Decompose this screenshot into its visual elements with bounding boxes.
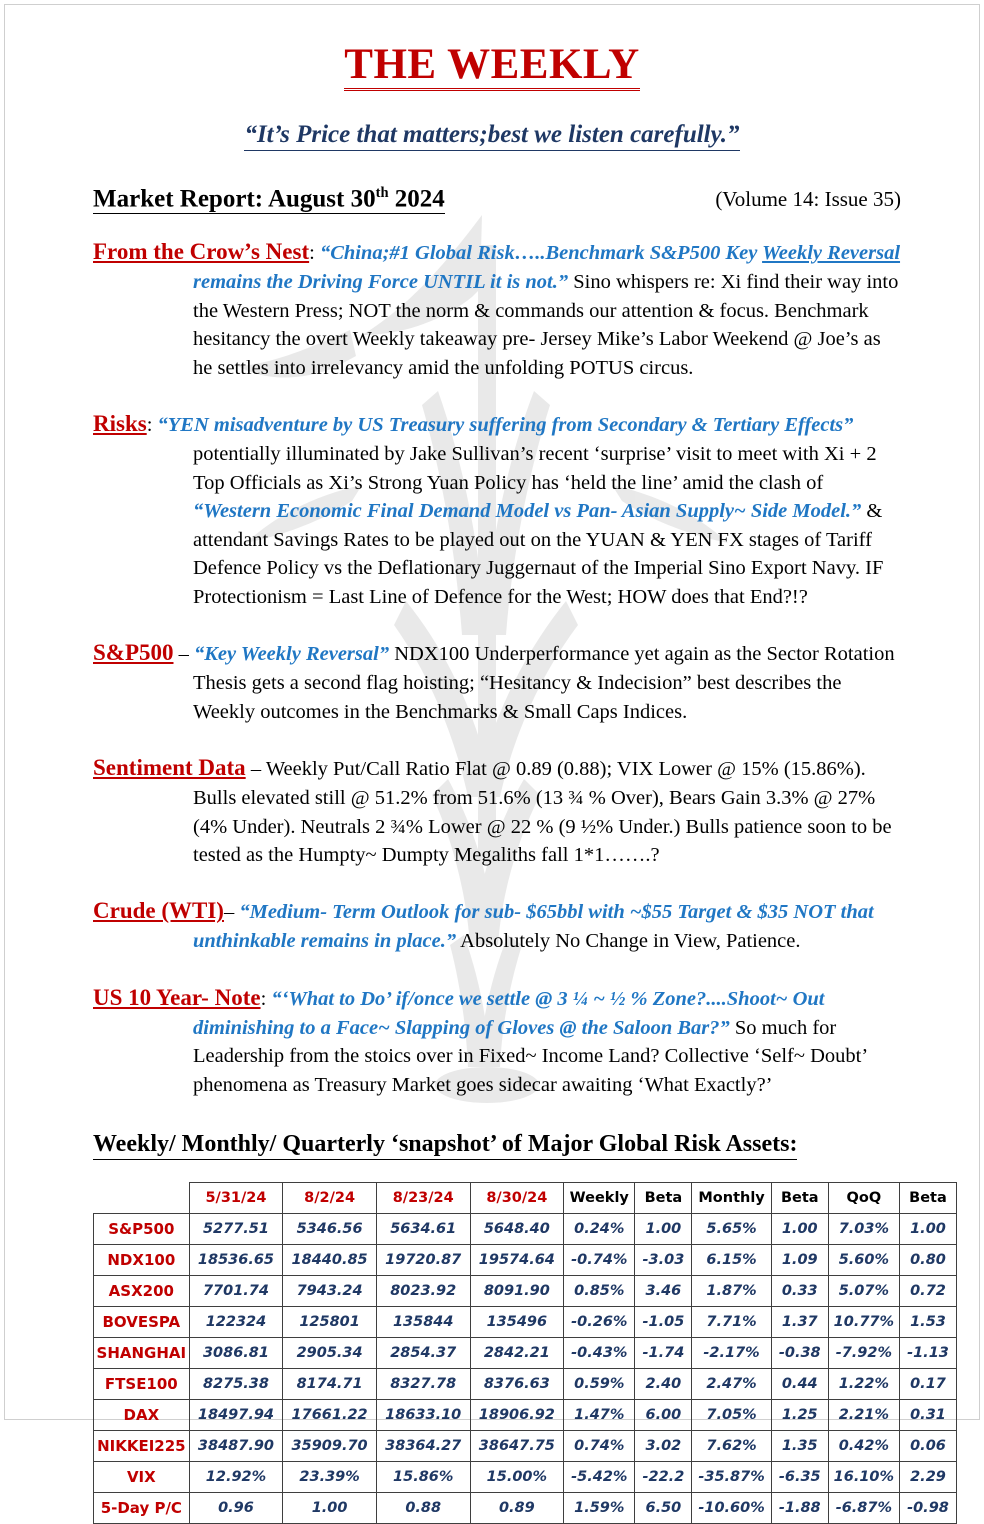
cell-beta: 1.35 [771, 1431, 828, 1462]
section-heading-us10y: US 10 Year- Note [93, 984, 261, 1010]
cell-8-30-24: 0.89 [470, 1493, 564, 1524]
cell-monthly: 6.15% [692, 1245, 771, 1276]
cell-8-23-24: 5634.61 [376, 1214, 470, 1245]
cell-beta: -3.03 [635, 1245, 692, 1276]
cell-monthly: -35.87% [692, 1462, 771, 1493]
row-label-dax: DAX [94, 1400, 190, 1431]
risk-assets-table [93, 1182, 957, 1524]
section-quote-crows-nest: “China;#1 Global Risk…..Benchmark S&P500 Key [319, 242, 763, 265]
table-row [94, 1431, 957, 1462]
cell-monthly: 7.71% [692, 1307, 771, 1338]
cell-8-23-24: 0.88 [376, 1493, 470, 1524]
table-body [94, 1214, 957, 1524]
section-crows-nest [93, 236, 901, 382]
cell-8-23-24: 15.86% [376, 1462, 470, 1493]
section-quote-crude: “Medium- Term Outlook for sub- $65bbl with ~$55 Target & $35 NOT that unthinkable remains in place.” [193, 901, 874, 953]
table-row [94, 1493, 957, 1524]
table-row [94, 1338, 957, 1369]
cell-5-31-24: 18497.94 [189, 1400, 283, 1431]
cell-8-30-24: 135496 [470, 1307, 564, 1338]
cell-8-30-24: 38647.75 [470, 1431, 564, 1462]
cell-8-23-24: 18633.10 [376, 1400, 470, 1431]
cell-beta: 0.33 [771, 1276, 828, 1307]
cell-qoq: -7.92% [828, 1338, 899, 1369]
section-quote-risks: “YEN misadventure by US Treasury suffering from Secondary & Tertiary Effects” [157, 414, 854, 437]
cell-beta: 2.29 [899, 1462, 956, 1493]
table-col-header-beta: Beta [771, 1183, 828, 1214]
cell-qoq: 5.60% [828, 1245, 899, 1276]
row-label-asx200: ASX200 [94, 1276, 190, 1307]
section-sentiment-data [93, 752, 901, 869]
section-body-crows-nest: Sino whispers re: Xi find their way into the Western Press; NOT the norm & commands our attention & focus. Benchmark hesitancy the overt Weekly takeaway pre- Jersey Mike’s Labor Weekend @ Joe’s as he settles into irrelevancy amid the unfolding POTUS circus. [193, 271, 899, 379]
section-body2-risks: & attendant Savings Rates to be played out on the YUAN & YEN FX stages of Tariff Defence Policy vs the Deflationary Juggernaut of the Imperial Sino Export Navy. IF Protectionism = Last Line of Defence for the West; HOW does that End?!? [193, 500, 884, 608]
cell-beta: 0.06 [899, 1431, 956, 1462]
cell-weekly: 0.59% [564, 1369, 635, 1400]
cell-qoq: -6.87% [828, 1493, 899, 1524]
row-label-bovespa: BOVESPA [94, 1307, 190, 1338]
cell-beta: -1.13 [899, 1338, 956, 1369]
cell-beta: 2.40 [635, 1369, 692, 1400]
section-heading-suffix-risks: : [146, 414, 158, 437]
document-page [4, 4, 980, 1518]
section-body-crude: Absolutely No Change in View, Patience. [456, 930, 801, 953]
report-title [93, 185, 445, 214]
table-title: Weekly/ Monthly/ Quarterly ‘snapshot’ of Major Global Risk Assets: [93, 1131, 797, 1160]
cell-8-23-24: 19720.87 [376, 1245, 470, 1276]
cell-beta: 0.44 [771, 1369, 828, 1400]
row-label-ndx100: NDX100 [94, 1245, 190, 1276]
table-col-header-8-30-24: 8/30/24 [470, 1183, 564, 1214]
cell-8-23-24: 8023.92 [376, 1276, 470, 1307]
section-quote-tail: remains the Driving Force UNTIL it is not.” [193, 271, 569, 294]
cell-beta: -0.98 [899, 1493, 956, 1524]
cell-qoq: 0.42% [828, 1431, 899, 1462]
section-us-10-year-note [93, 982, 901, 1099]
section-risks [93, 408, 901, 611]
cell-8-2-24: 8174.71 [283, 1369, 377, 1400]
cell-beta: -6.35 [771, 1462, 828, 1493]
section-sp500 [93, 637, 901, 726]
cell-monthly: 5.65% [692, 1214, 771, 1245]
section-heading-suffix-sp500: – [173, 643, 194, 666]
section-quote-sp500: “Key Weekly Reversal” [194, 643, 390, 666]
cell-8-30-24: 19574.64 [470, 1245, 564, 1276]
cell-8-30-24: 5648.40 [470, 1214, 564, 1245]
cell-monthly: 7.62% [692, 1431, 771, 1462]
section-heading-suffix-sentiment: – [245, 758, 266, 781]
section-quote-us10y: “‘What to Do’ if/once we settle @ 3 ¼ ~ ½ % Zone?....Shoot~ Out diminishing to a Face~ Slapping of Gloves @ the Saloon Bar?” [193, 987, 825, 1039]
cell-8-23-24: 38364.27 [376, 1431, 470, 1462]
section-body-us10y: So much for Leadership from the stoics over in Fixed~ Income Land? Collective ‘Self~ Doubt’ phenomena as Treasury Market goes sidecar awaiting ‘What Exactly?’ [193, 1016, 867, 1096]
cell-weekly: -5.42% [564, 1462, 635, 1493]
cell-beta: -0.38 [771, 1338, 828, 1369]
cell-8-23-24: 2854.37 [376, 1338, 470, 1369]
table-col-header-qoq: QoQ [828, 1183, 899, 1214]
cell-qoq: 16.10% [828, 1462, 899, 1493]
section-body-risks: potentially illuminated by Jake Sullivan’s recent ‘surprise’ visit to meet with Xi + 2 Top Officials as Xi’s Strong Yuan Policy has ‘held the line’ amid the clash of [193, 443, 877, 494]
cell-weekly: -0.43% [564, 1338, 635, 1369]
cell-weekly: 1.47% [564, 1400, 635, 1431]
cell-8-30-24: 8376.63 [470, 1369, 564, 1400]
cell-qoq: 1.22% [828, 1369, 899, 1400]
report-header-row [93, 185, 949, 214]
section-heading-sentiment: Sentiment Data [93, 755, 246, 781]
table-col-header-beta: Beta [635, 1183, 692, 1214]
cell-beta: 1.00 [635, 1214, 692, 1245]
table-col-header-beta: Beta [899, 1183, 956, 1214]
cell-8-2-24: 35909.70 [283, 1431, 377, 1462]
cell-beta: 6.50 [635, 1493, 692, 1524]
table-row [94, 1462, 957, 1493]
cell-5-31-24: 18536.65 [189, 1245, 283, 1276]
section-heading-risks: Risks [93, 411, 147, 437]
cell-weekly: 0.74% [564, 1431, 635, 1462]
cell-8-30-24: 2842.21 [470, 1338, 564, 1369]
cell-beta: 1.53 [899, 1307, 956, 1338]
cell-qoq: 2.21% [828, 1400, 899, 1431]
row-label-vix: VIX [94, 1462, 190, 1493]
cell-beta: 0.72 [899, 1276, 956, 1307]
cell-8-23-24: 135844 [376, 1307, 470, 1338]
cell-beta: 1.25 [771, 1400, 828, 1431]
cell-8-30-24: 8091.90 [470, 1276, 564, 1307]
cell-weekly: 0.24% [564, 1214, 635, 1245]
table-row [94, 1245, 957, 1276]
table-col-header-weekly: Weekly [564, 1183, 635, 1214]
cell-5-31-24: 5277.51 [189, 1214, 283, 1245]
cell-beta: -1.88 [771, 1493, 828, 1524]
cell-weekly: -0.74% [564, 1245, 635, 1276]
table-col-header-5-31-24: 5/31/24 [189, 1183, 283, 1214]
masthead [5, 43, 979, 91]
row-label-s-p500: S&P500 [94, 1214, 190, 1245]
cell-beta: -1.74 [635, 1338, 692, 1369]
section-heading-crows-nest: From the Crow’s Nest [93, 239, 310, 265]
section-quote2-risks: “Western Economic Final Demand Model vs Pan- Asian Supply~ Side Model.” [193, 500, 862, 523]
cell-5-31-24: 12.92% [189, 1462, 283, 1493]
cell-weekly: -0.26% [564, 1307, 635, 1338]
table-row [94, 1307, 957, 1338]
report-title-ordinal: th [375, 185, 389, 201]
cell-8-2-24: 125801 [283, 1307, 377, 1338]
cell-beta: 6.00 [635, 1400, 692, 1431]
cell-8-2-24: 2905.34 [283, 1338, 377, 1369]
cell-8-2-24: 5346.56 [283, 1214, 377, 1245]
cell-8-2-24: 17661.22 [283, 1400, 377, 1431]
cell-beta: 3.46 [635, 1276, 692, 1307]
cell-5-31-24: 3086.81 [189, 1338, 283, 1369]
cell-beta: 1.37 [771, 1307, 828, 1338]
row-label-nikkei225: NIKKEI225 [94, 1431, 190, 1462]
report-title-pre: Market Report: August 30 [93, 185, 376, 213]
cell-weekly: 0.85% [564, 1276, 635, 1307]
cell-beta: 0.80 [899, 1245, 956, 1276]
subtitle-container [5, 121, 979, 151]
cell-monthly: -2.17% [692, 1338, 771, 1369]
section-body-sentiment: Weekly Put/Call Ratio Flat @ 0.89 (0.88); VIX Lower @ 15% (15.86%). Bulls elevated still @ 51.2% from 51.6% (13 ¾ % Over), Bears Gain 3.3% @ 27% (4% Under). Neutrals 2 ¾% Lower @ 22 % (9 ½% Under.) Bulls patience soon to be tested as the Humpty~ Dumpty Megaliths fall 1*1…….? [193, 758, 892, 866]
cell-qoq: 10.77% [828, 1307, 899, 1338]
row-label-shanghai: SHANGHAI [94, 1338, 190, 1369]
volume-issue: (Volume 14: Issue 35) [715, 187, 901, 212]
cell-qoq: 5.07% [828, 1276, 899, 1307]
cell-beta: -22.2 [635, 1462, 692, 1493]
section-heading-suffix: : [309, 242, 320, 265]
cell-8-2-24: 7943.24 [283, 1276, 377, 1307]
cell-8-23-24: 8327.78 [376, 1369, 470, 1400]
cell-8-2-24: 18440.85 [283, 1245, 377, 1276]
table-row [94, 1400, 957, 1431]
cell-monthly: 7.05% [692, 1400, 771, 1431]
cell-qoq: 7.03% [828, 1214, 899, 1245]
report-title-post: 2024 [388, 185, 445, 213]
table-title-container [93, 1131, 979, 1160]
cell-monthly: 2.47% [692, 1369, 771, 1400]
table-row [94, 1214, 957, 1245]
table-row [94, 1369, 957, 1400]
section-heading-sp500: S&P500 [93, 640, 174, 666]
masthead-subtitle: “It’s Price that matters;best we listen carefully.” [244, 121, 739, 151]
cell-5-31-24: 0.96 [189, 1493, 283, 1524]
section-body-sp500: NDX100 Underperformance yet again as the Sector Rotation Thesis gets a second flag hoisting; “Hesitancy & Indecision” best describes the Weekly outcomes in the Benchmarks & Small Caps Indices. [193, 643, 895, 723]
cell-8-2-24: 23.39% [283, 1462, 377, 1493]
row-label-ftse100: FTSE100 [94, 1369, 190, 1400]
table-corner-cell [94, 1183, 190, 1214]
cell-monthly: -10.60% [692, 1493, 771, 1524]
page-title: THE WEEKLY [344, 43, 639, 91]
cell-5-31-24: 7701.74 [189, 1276, 283, 1307]
section-heading-crude: Crude (WTI) [93, 898, 224, 924]
section-quote-underlined: Weekly Reversal [762, 242, 901, 265]
cell-beta: 1.09 [771, 1245, 828, 1276]
row-label-5-day-p-c: 5-Day P/C [94, 1493, 190, 1524]
section-heading-suffix-us10y: : [260, 987, 272, 1010]
section-heading-suffix-crude: – [223, 901, 240, 924]
cell-8-2-24: 1.00 [283, 1493, 377, 1524]
section-crude-wti [93, 895, 901, 955]
table-col-header-8-2-24: 8/2/24 [283, 1183, 377, 1214]
table-row [94, 1276, 957, 1307]
cell-8-30-24: 18906.92 [470, 1400, 564, 1431]
cell-beta: 1.00 [771, 1214, 828, 1245]
cell-beta: -1.05 [635, 1307, 692, 1338]
table-header-row [94, 1183, 957, 1214]
cell-beta: 3.02 [635, 1431, 692, 1462]
cell-8-30-24: 15.00% [470, 1462, 564, 1493]
cell-beta: 1.00 [899, 1214, 956, 1245]
cell-weekly: 1.59% [564, 1493, 635, 1524]
cell-5-31-24: 122324 [189, 1307, 283, 1338]
table-col-header-monthly: Monthly [692, 1183, 771, 1214]
cell-monthly: 1.87% [692, 1276, 771, 1307]
table-col-header-8-23-24: 8/23/24 [376, 1183, 470, 1214]
cell-5-31-24: 8275.38 [189, 1369, 283, 1400]
cell-beta: 0.17 [899, 1369, 956, 1400]
cell-beta: 0.31 [899, 1400, 956, 1431]
cell-5-31-24: 38487.90 [189, 1431, 283, 1462]
